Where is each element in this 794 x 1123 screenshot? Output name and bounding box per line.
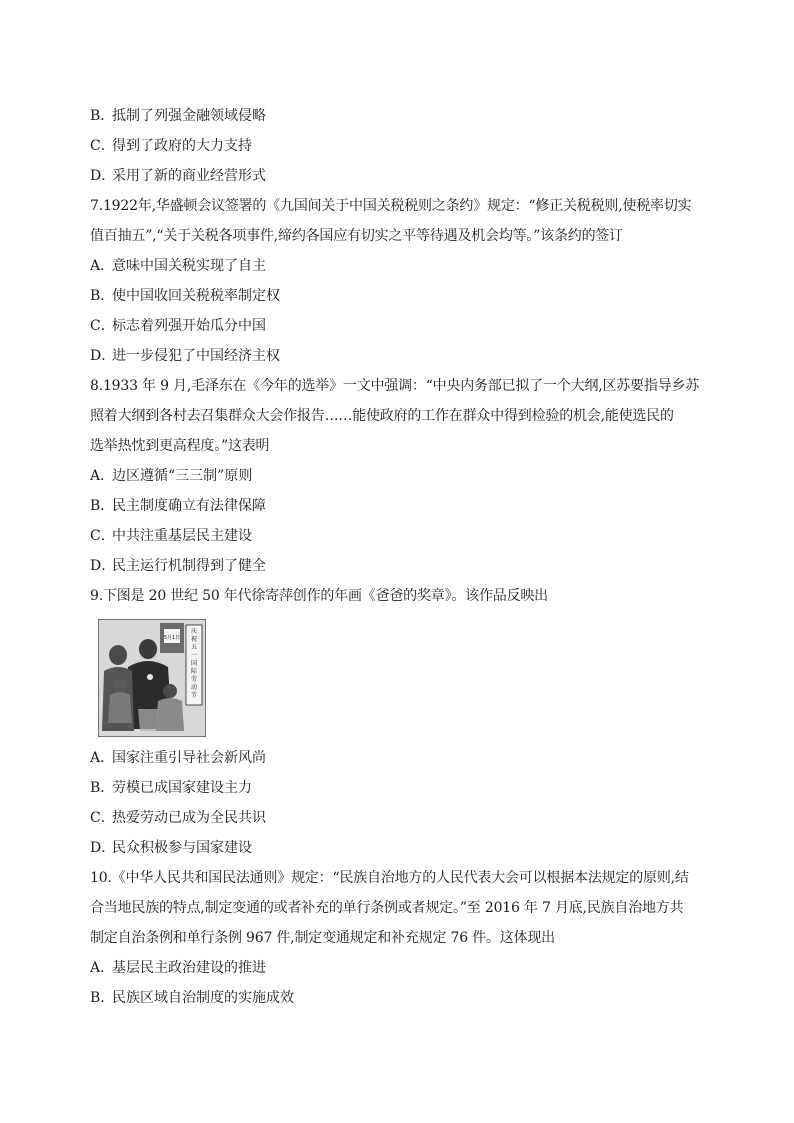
question-8-stem-line-1: 8.1933 年 9 月,毛泽东在《今年的选举》一文中强调：“中央内务部已拟了一个大纲,区苏要指导乡苏 [90,378,700,394]
option-7d: D．进一步侵犯了中国经济主权 [90,348,280,364]
question-10 [90,863,710,1013]
poster-banner-text: 庆祝五一国际劳动节 [190,628,198,699]
question-10-stem-line-3: 制定自治条例和单行条例 967 件,制定变通规定和补充规定 76 件。这体现出 [90,930,555,946]
question-10-stem-line-1: 10.《中华人民共和国民法通则》规定：“民族自治地方的人民代表大会可以根据本法规定的原则,结 [90,870,689,886]
question-9-stem-line-1: 9.下图是 20 世纪 50 年代徐寄萍创作的年画《爸爸的奖章》。该作品反映出 [90,588,548,604]
child-right-head [163,684,177,698]
option-10b: B．民族区域自治制度的实施成效 [90,990,294,1006]
question-7 [90,191,710,371]
child-left-body [108,692,132,723]
option-8b: B．民主制度确立有法律保障 [90,498,266,514]
poster-sign-text: 5月1日 [163,635,181,641]
mother-head [109,645,127,665]
document-page [90,101,710,1013]
child-right-body [156,698,184,731]
medal [147,674,153,680]
option-7a: A．意味中国关税实现了自主 [90,258,266,274]
question-10-stem-line-2: 合当地民族的特点,制定变通的或者补充的单行条例或者规定。”至 2016 年 7 月底,民族自治地方共 [90,900,684,916]
question-8-stem-line-2: 照着大纲到各村去召集群众大会作报告……能使政府的工作在群众中得到检验的机会,能使选民的 [90,408,674,424]
question-7-stem-line-2: 值百抽五”,“关于关税各项事件,缔约各国应有切实之平等待遇及机会均等。”该条约的签订 [90,228,623,244]
option-6b: B．抵制了列强金融领域侵略 [90,108,266,124]
question-8 [90,371,710,581]
option-9b: B．劳模已成国家建设主力 [90,780,252,796]
question-9 [90,581,710,863]
child-left-head [113,678,127,692]
question-6-options [90,101,710,191]
option-8c: C．中共注重基层民主建设 [90,528,252,544]
poster-image [98,619,206,737]
poster-illustration [98,619,206,737]
option-7c: C．标志着列强开始瓜分中国 [90,318,266,334]
question-8-stem-line-3: 选举热忱到更高程度。”这表明 [90,438,270,454]
option-9c: C．热爱劳动已成为全民共识 [90,810,266,826]
option-6d: D．采用了新的商业经营形式 [90,168,266,184]
father-head [139,639,157,659]
question-7-stem-line-1: 7.1922年,华盛顿会议签署的《九国间关于中国关税税则之条约》规定：“修正关税税则,使税率切实 [90,198,692,214]
option-9a: A．国家注重引导社会新风尚 [90,750,266,766]
option-8d: D．民主运行机制得到了健全 [90,558,266,574]
poster-highlight [138,709,158,731]
option-6c: C．得到了政府的大力支持 [90,138,252,154]
option-9d: D．民众积极参与国家建设 [90,840,252,856]
option-8a: A．边区遵循“三三制”原则 [90,468,253,484]
option-10a: A．基层民主政治建设的推进 [90,960,266,976]
option-7b: B．使中国收回关税税率制定权 [90,288,280,304]
